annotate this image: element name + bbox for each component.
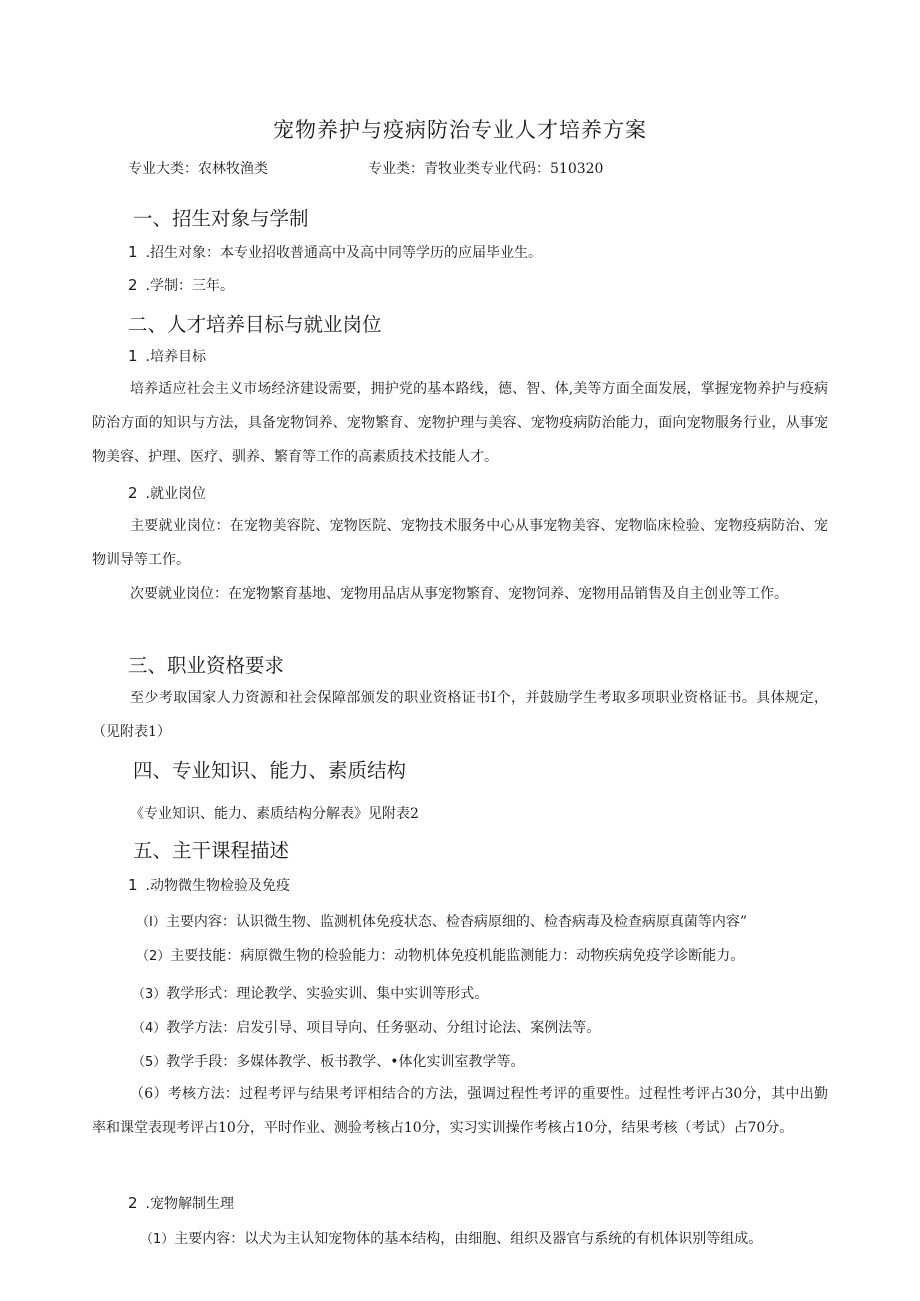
course-1-item-1 [136,911,747,931]
s1-item-2-text: .学制：三年。 [145,278,234,294]
course-1-item-2 [136,945,744,965]
section-3-heading: 三、职业资格要求 [128,654,285,677]
s2-secondary-jobs-paragraph: 次要就业岗位：在宠物繁育基地、宠物用品店从事宠物繁育、宠物饲养、宠物用品销售及自主创业等工作。 [130,586,788,602]
course-1-item-5-number: （5） [132,1055,167,1070]
s3-paragraph: 至少考取国家人力资源和社会保障部颁发的职业资格证书I个，并鼓励学生考取多项职业资格证书。具体规定，（见附表1） [92,690,828,740]
s2-job-label [128,483,206,503]
course-1-title [128,875,290,895]
s1-item-1 [128,242,542,262]
s2-goal-number: 1 [128,347,138,365]
s2-goal-label [128,346,206,366]
s1-item-1-number: 1 [128,243,138,261]
course-1-number: 1 [128,876,138,894]
course-1-item-3-number: （3） [132,987,167,1002]
course-1-item-2-text: 主要技能：病原微生物的检验能力：动物机体免疫机能监测能力：动物疾病免疫学诊断能力。 [170,948,745,964]
course-1-item-5 [132,1051,525,1071]
course-2-number: 2 [128,1194,138,1212]
s2-job-label-text: .就业岗位 [145,486,206,502]
course-1-item-3 [132,983,488,1003]
course-2-item-1 [140,1228,762,1248]
major-class-code: 专业类：青牧业类专业代码：510320 [368,161,604,177]
course-2-title [128,1193,234,1213]
course-1-item-1-number: （I） [136,915,166,930]
course-2-item-1-number: （1） [140,1232,175,1247]
s4-text: 《专业知识、能力、素质结构分解表》见附表2 [130,806,419,822]
s2-job-number: 2 [128,484,138,502]
s1-item-2-number: 2 [128,276,138,294]
course-1-item-4-text: 教学方法：启发引导、项目导向、任务驱动、分组讨论法、案例法等。 [166,1020,601,1036]
course-1-item-5-text: 教学手段：多媒体教学、板书教学、•体化实训室教学等。 [166,1054,525,1070]
s2-goal-paragraph: 培养适应社会主义市场经济建设需要，拥护党的基本路线，德、智、体,美等方面全面发展，掌握宠物养护与疫病防治方面的知识与方法，具备宠物饲养、宠物繁育、宠物护理与美容、宠物疫病防治能力，面向宠物服务行业，从事宠物美容、护理、医疗、驯养、繁育等工作的高素质技术技能人才。 [92,381,828,465]
s2-main-jobs-paragraph: 主要就业岗位：在宠物美容院、宠物医院、宠物技术服务中心从事宠物美容、宠物临床检验、宠物疫病防治、宠物训导等工作。 [92,518,828,568]
course-1-title-text: .动物微生物检验及免疫 [145,878,290,894]
course-1-item-1-text: 主要内容：认识微生物、监测机体免疫状态、检杳病原细的、检杳病毒及检查病原真菌等内容” [165,914,747,930]
course-1-item-4 [132,1017,600,1037]
course-2-title-text: .宠物解制生理 [145,1196,234,1212]
major-category: 专业大类：农林牧渔类 [128,161,268,177]
course-1-item-3-text: 教学形式：理论教学、实验实训、集中实训等形式。 [166,986,489,1002]
course-1-item-6-paragraph: （6）考核方法：过程考评与结果考评相结合的方法，强调过程性考评的重要性。过程性考评占30分，其中出勤率和课堂表现考评占10分，平时作业、测验考核占10分，实习实训操作考核占10分，结果考核（考试）占70分。 [92,1086,828,1136]
course-1-item-4-number: （4） [132,1021,167,1036]
s2-goal-label-text: .培养目标 [145,349,206,365]
section-4-heading: 四、专业知识、能力、素质结构 [133,759,407,782]
page-title: 宠物养护与疫病防治专业人才培养方案 [273,118,647,142]
s1-item-2 [128,275,234,295]
course-2-item-1-text: 主要内容：以犬为主认知宠物体的基本结构，由细胞、组织及器官与系统的有机体识别等组成。 [174,1231,763,1247]
course-1-item-2-number: （2） [136,949,171,964]
s1-item-1-text: .招生对象：本专业招收普通高中及高中同等学历的应届毕业生。 [145,245,542,261]
section-2-heading: 二、人才培养目标与就业岗位 [128,313,382,336]
section-5-heading: 五、主干课程描述 [133,839,290,862]
section-1-heading: 一、招生对象与学制 [133,207,309,230]
